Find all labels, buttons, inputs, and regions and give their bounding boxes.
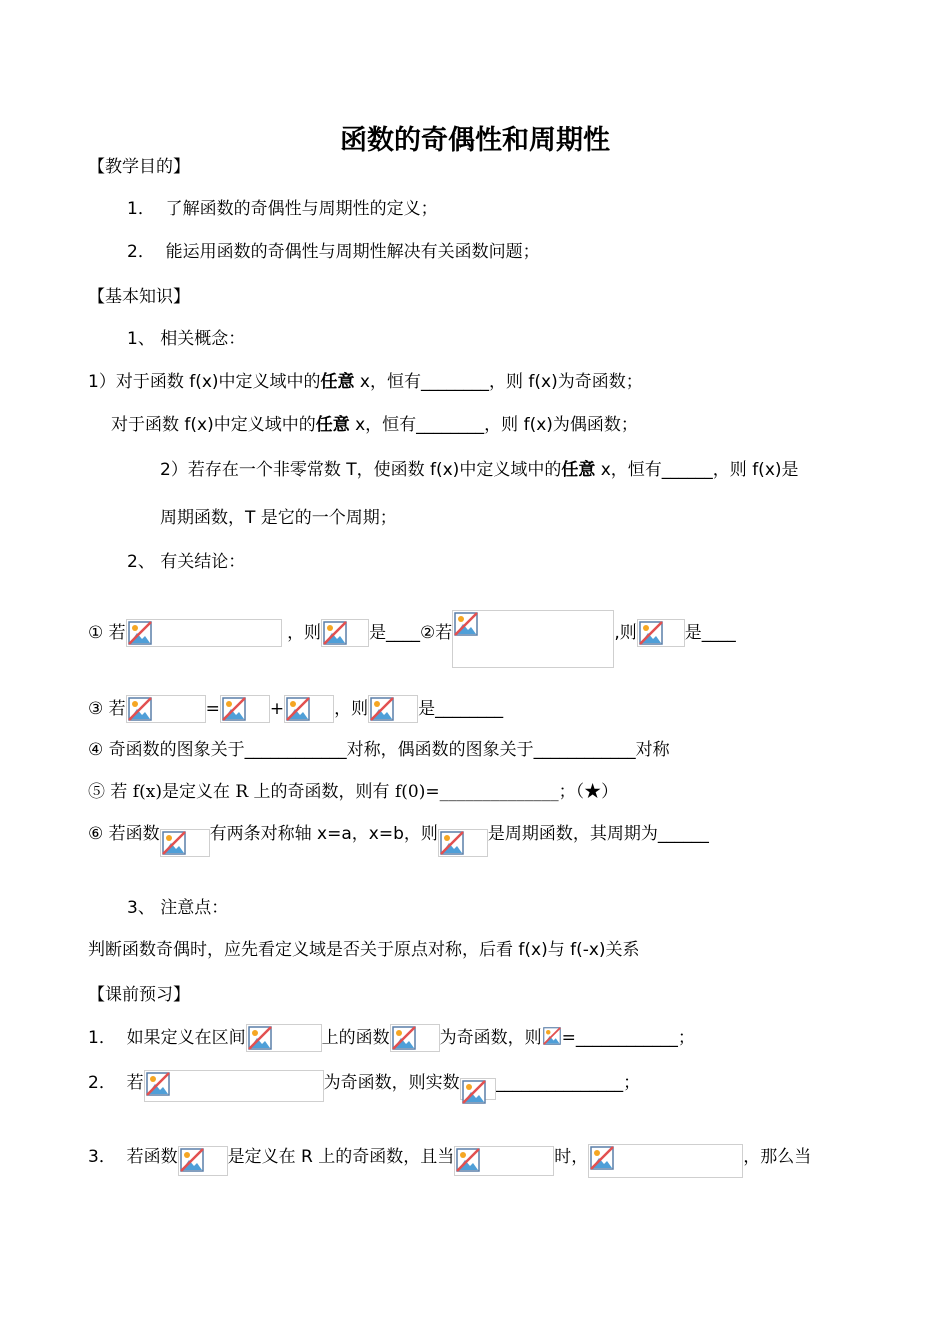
formula-image	[284, 695, 334, 723]
formula-image	[368, 695, 418, 723]
broken-image-icon	[248, 1026, 272, 1050]
notes-heading: 3、 注意点：	[127, 898, 229, 918]
formula-image	[637, 619, 685, 647]
even-definition: 对于函数 f(x)中定义域中的任意 x，恒有________，则 f(x)为偶函数；	[111, 415, 638, 435]
broken-image-icon	[462, 1080, 486, 1104]
notes-text: 判断函数奇偶时，应先看定义域是否关于原点对称，后看 f(x)与 f(-x)关系	[88, 940, 640, 960]
broken-image-icon	[392, 1026, 416, 1050]
odd-definition: 1）对于函数 f(x)中定义域中的任意 x，恒有________，则 f(x)为奇函数；	[88, 372, 643, 392]
formula-image	[126, 619, 282, 647]
section-heading-goals: 【教学目的】	[88, 157, 190, 177]
formula-image	[460, 1078, 496, 1100]
formula-image	[390, 1024, 440, 1052]
formula-image	[160, 829, 210, 857]
preview-item-2: 2． 若 为奇函数，则实数 _______________；	[88, 1070, 640, 1102]
concepts-heading: 1、 相关概念：	[127, 329, 246, 349]
formula-image	[438, 829, 488, 857]
section-heading-basics: 【基本知识】	[88, 287, 190, 307]
formula-image	[126, 695, 206, 723]
conclusion-3: ③ 若 = + ，则 是________	[88, 695, 503, 723]
formula-image	[452, 610, 614, 668]
page-title: 函数的奇偶性和周期性	[340, 125, 610, 156]
broken-image-icon	[639, 621, 663, 645]
conclusion-4: ④ 奇函数的图象关于____________对称，偶函数的图象关于____________对称	[88, 740, 670, 760]
section-heading-preview: 【课前预习】	[88, 985, 190, 1005]
broken-image-icon	[456, 1148, 480, 1172]
broken-image-icon	[222, 697, 246, 721]
formula-image	[542, 1026, 562, 1048]
broken-image-icon	[454, 612, 478, 636]
broken-image-icon	[323, 621, 347, 645]
period-definition-cont: 周期函数，T 是它的一个周期；	[160, 508, 397, 528]
formula-image	[144, 1070, 324, 1102]
preview-item-1: 1． 如果定义在区间 上的函数 为奇函数，则 =____________；	[88, 1024, 695, 1052]
formula-image	[178, 1146, 228, 1176]
broken-image-icon	[128, 621, 152, 645]
formula-image	[588, 1144, 743, 1178]
conclusion-1-2: ① 若 ，则 是____②若 ,则 是____	[88, 610, 736, 668]
broken-image-icon	[146, 1072, 170, 1096]
broken-image-icon	[440, 831, 464, 855]
formula-image	[220, 695, 270, 723]
broken-image-icon	[162, 831, 186, 855]
goal-item: 1． 了解函数的奇偶性与周期性的定义；	[127, 199, 438, 219]
conclusion-5: ⑤ 若 f(x)是定义在 R 上的奇函数，则有 f(0)=______________；（★）	[88, 782, 619, 802]
broken-image-icon	[543, 1027, 561, 1045]
broken-image-icon	[128, 697, 152, 721]
conclusions-heading: 2、 有关结论：	[127, 552, 246, 572]
period-definition: 2）若存在一个非零常数 T，使函数 f(x)中定义域中的任意 x，恒有______，则 f(x)是	[160, 460, 799, 480]
formula-image	[321, 619, 369, 647]
conclusion-6: ⑥ 若函数 有两条对称轴 x=a，x=b，则 是周期函数，其周期为______	[88, 822, 709, 857]
formula-image	[246, 1024, 322, 1052]
preview-item-3: 3． 若函数 是定义在 R 上的奇函数，且当 时， ，那么当	[88, 1144, 811, 1178]
broken-image-icon	[180, 1148, 204, 1172]
broken-image-icon	[590, 1146, 614, 1170]
broken-image-icon	[286, 697, 310, 721]
formula-image	[454, 1146, 554, 1176]
broken-image-icon	[370, 697, 394, 721]
goal-item: 2． 能运用函数的奇偶性与周期性解决有关函数问题；	[127, 242, 540, 262]
